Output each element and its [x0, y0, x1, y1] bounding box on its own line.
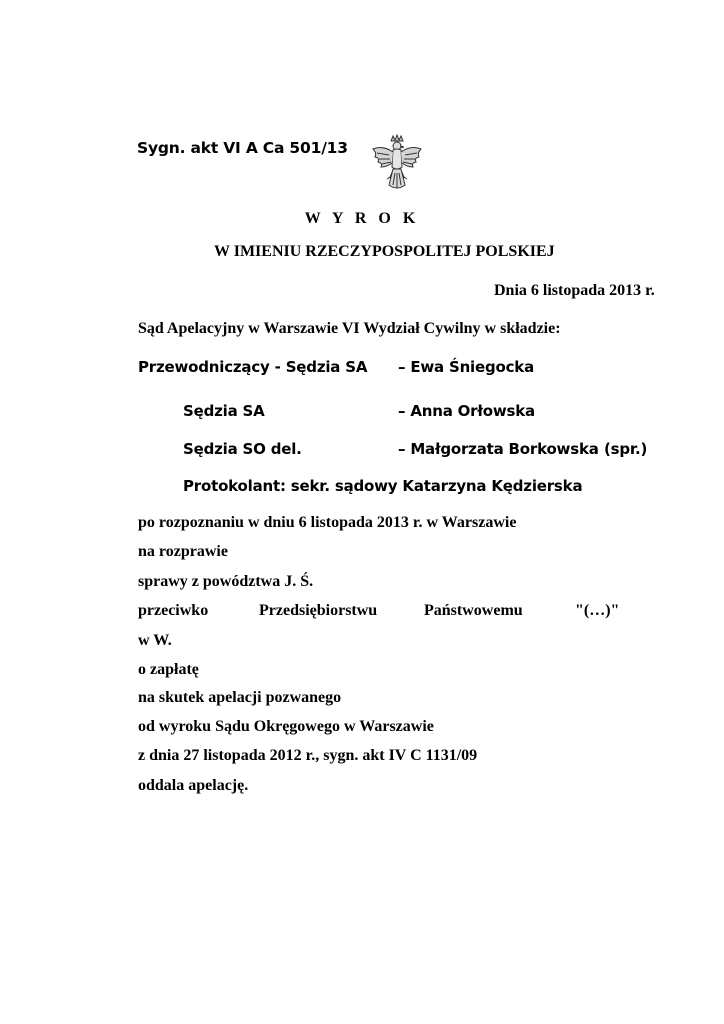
- judge2-role: Sędzia SO del.: [183, 440, 302, 458]
- judge2-name: – Małgorzata Borkowska: [398, 440, 599, 458]
- body-line-4-word-1: przeciwko: [138, 602, 209, 619]
- body-line-6: o zapłatę: [138, 661, 199, 678]
- body-line-7: na skutek apelacji pozwanego: [138, 689, 342, 706]
- case-number: Sygn. akt VI A Ca 501/13: [137, 139, 348, 157]
- body-line-10: oddala apelację.: [138, 777, 249, 794]
- judge1-role: Sędzia SA: [183, 402, 265, 420]
- court-composition: Sąd Apelacyjny w Warszawie VI Wydział Cywilny w składzie:: [138, 320, 561, 337]
- polish-eagle-emblem-icon: [369, 133, 425, 195]
- judgment-date: Dnia 6 listopada 2013 r.: [494, 282, 655, 299]
- chair-role: Przewodniczący - Sędzia SA: [138, 358, 368, 376]
- rapporteur-note: (spr.): [604, 440, 648, 458]
- body-line-5: w W.: [138, 632, 172, 649]
- clerk: Protokolant: sekr. sądowy Katarzyna Kędzierska: [183, 477, 583, 495]
- body-line-2: na rozprawie: [138, 543, 228, 560]
- body-line-4-word-2: Przedsiębiorstwu: [259, 602, 378, 619]
- document-title: W Y R O K: [304, 210, 420, 227]
- body-line-8: od wyroku Sądu Okręgowego w Warszawie: [138, 718, 434, 735]
- body-line-4-word-3: Państwowemu: [424, 602, 523, 619]
- document-subtitle: W IMIENIU RZECZYPOSPOLITEJ POLSKIEJ: [214, 243, 555, 260]
- judge1-name: – Anna Orłowska: [398, 402, 535, 420]
- body-line-4-word-4: "(…)": [575, 602, 620, 619]
- chair-name: – Ewa Śniegocka: [398, 358, 534, 376]
- body-line-1: po rozpoznaniu w dniu 6 listopada 2013 r. w Warszawie: [138, 514, 517, 531]
- body-line-3: sprawy z powództwa J. Ś.: [138, 573, 314, 590]
- body-line-9: z dnia 27 listopada 2012 r., sygn. akt IV C 1131/09: [138, 747, 478, 764]
